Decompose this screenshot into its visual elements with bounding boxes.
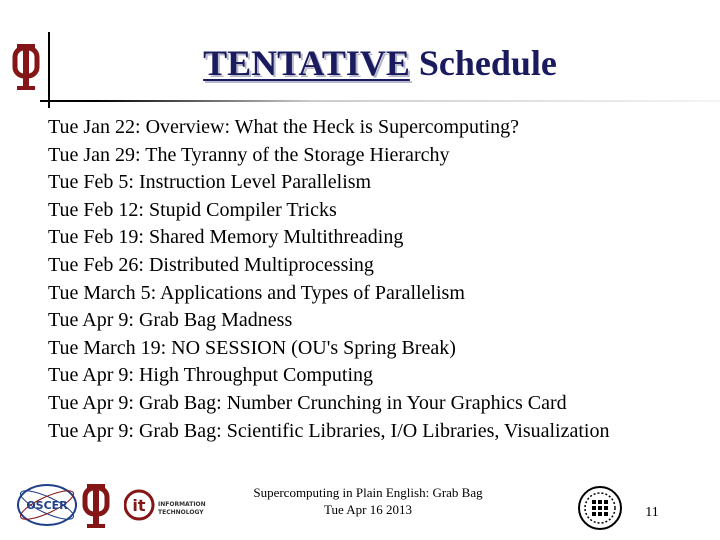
footer-line-2: Tue Apr 16 2013: [323, 502, 412, 517]
oit-logo-text: it: [132, 496, 146, 515]
schedule-item: Tue March 5: Applications and Types of Parallelism: [48, 281, 465, 304]
ou-footer-logo-icon: [80, 484, 120, 528]
oscer-logo-text: OSCER: [26, 499, 68, 512]
oit-sub-text-2: TECHNOLOGY: [158, 509, 204, 516]
schedule-item: Tue Apr 9: Grab Bag Madness: [48, 309, 293, 332]
seal-logo-icon: [578, 486, 622, 530]
oit-logo-icon: [124, 488, 210, 524]
schedule-item: Tue March 19: NO SESSION (OU's Spring Break): [48, 336, 456, 359]
schedule-item: Tue Apr 9: Grab Bag: Number Crunching in Your Graphics Card: [48, 391, 567, 414]
schedule-item: Tue Feb 12: Stupid Compiler Tricks: [48, 198, 337, 221]
page-number: 11: [645, 505, 659, 520]
title-emphasis: TENTATIVE: [203, 43, 410, 83]
oit-sub-text-1: INFORMATION: [158, 501, 206, 508]
oscer-logo-icon: [16, 482, 78, 528]
horizontal-rule: [40, 100, 720, 102]
schedule-item: Tue Apr 9: Grab Bag: Scientific Libraries, I/O Libraries, Visualization: [48, 419, 610, 442]
schedule-list: [48, 114, 708, 445]
schedule-item: Tue Apr 9: High Throughput Computing: [48, 364, 374, 387]
slide-title: [60, 40, 700, 86]
schedule-item: Tue Feb 19: Shared Memory Multithreading: [48, 226, 404, 249]
footer-text: [228, 484, 508, 518]
schedule-item: Tue Jan 22: Overview: What the Heck is Supercomputing?: [48, 116, 520, 138]
footer-line-1: Supercomputing in Plain English: Grab Bag: [253, 485, 483, 500]
schedule-item: Tue Jan 29: The Tyranny of the Storage Hierarchy: [48, 143, 450, 166]
vertical-rule: [48, 32, 50, 108]
title-rest: Schedule: [409, 43, 557, 83]
schedule-item: Tue Feb 5: Instruction Level Parallelism: [48, 171, 372, 194]
ou-logo-icon: [10, 44, 50, 92]
schedule-item: Tue Feb 26: Distributed Multiprocessing: [48, 253, 374, 276]
